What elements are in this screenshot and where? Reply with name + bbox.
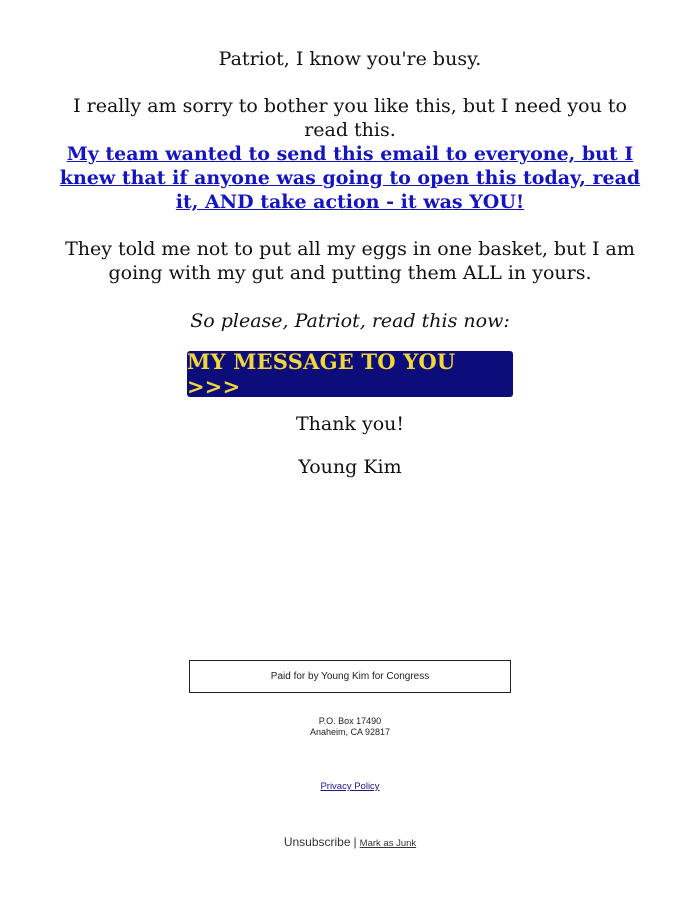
- mark-as-junk-link[interactable]: Mark as Junk: [359, 838, 417, 849]
- address-line-2: Anaheim, CA 92817: [309, 727, 391, 737]
- footer-actions: [150, 835, 550, 849]
- team-message-link[interactable]: My team wanted to send this email to everyone, but I knew that if anyone was going to open this today, read it, AND take action - it was YOU!: [59, 143, 641, 213]
- greeting-text: Patriot, I know you're busy.: [218, 48, 482, 70]
- address-line-1: P.O. Box 17490: [318, 716, 382, 726]
- mailing-address: [200, 716, 500, 738]
- unsubscribe-link[interactable]: Unsubscribe: [283, 835, 351, 849]
- apology-text: I really am sorry to bother you like this, but I need you to read this.: [73, 95, 627, 141]
- message-to-you-button[interactable]: MY MESSAGE TO YOU >>>: [187, 351, 513, 397]
- thank-you-text: Thank you!: [295, 413, 405, 435]
- paid-for-text: Paid for by Young Kim for Congress: [270, 671, 430, 682]
- please-read-text: So please, Patriot, read this now:: [190, 310, 510, 332]
- signature-name: Young Kim: [298, 456, 402, 478]
- footer-separator: |: [353, 835, 357, 849]
- eggs-basket-text: They told me not to put all my eggs in one basket, but I am going with my gut and putting them ALL in yours.: [65, 238, 635, 284]
- privacy-policy-link[interactable]: Privacy Policy: [320, 781, 380, 792]
- paid-for-disclaimer: [189, 660, 511, 693]
